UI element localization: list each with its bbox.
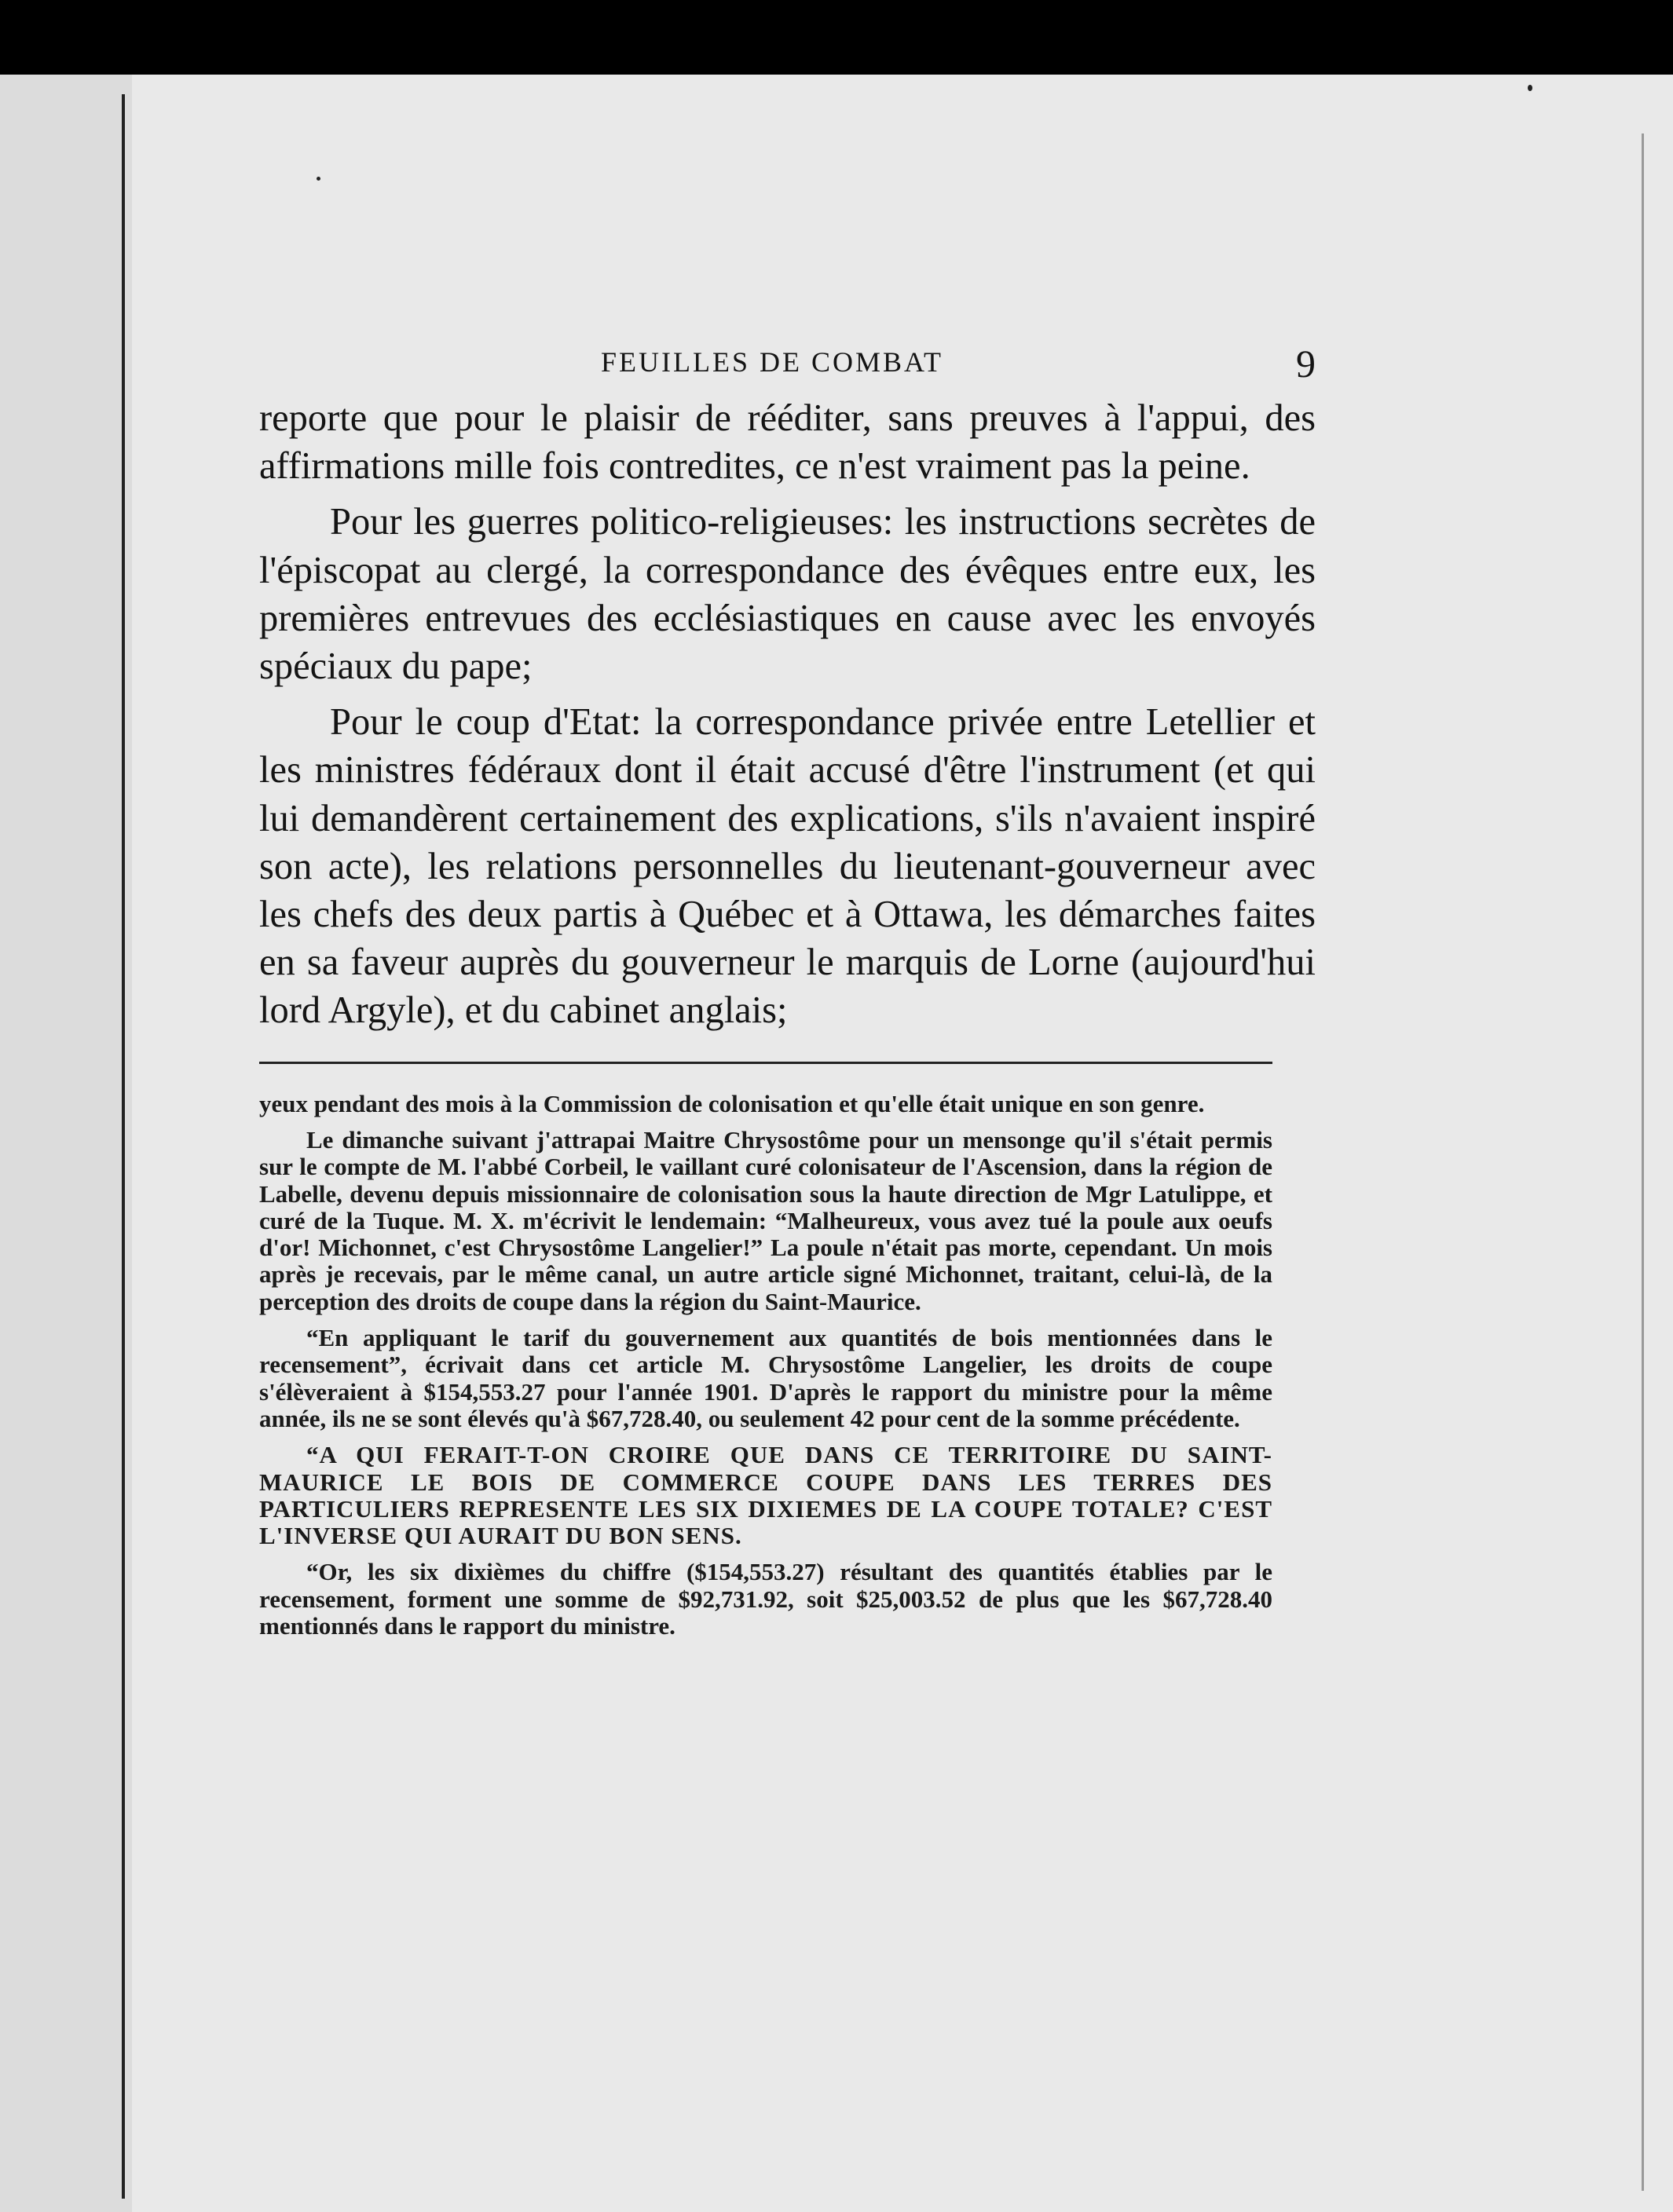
main-text [259, 394, 1316, 1035]
paragraph: Pour les guerres politico-religieuses: les instructions secrètes de l'épiscopat au clergé, la correspondance des évêques entre eux, les premières entrevues des ecclésiastiques en cause avec les envoyés spéciaux du pape; [259, 501, 1316, 688]
footnote-paragraph: “En appliquant le tarif du gouvernement aux quantités de bois mentionnées dans le recensement”, écrivait dans cet article M. Chrysostôme Langelier, les droits de coupe s'élèveraient à $154,553.27 pour l'année 1901. D'après le rapport du ministre pour la même année, ils ne se sont élevés qu'à $67,728.40, ou seulement 42 pour cent de la somme précédente. [259, 1324, 1272, 1432]
page-fold-line [1642, 133, 1644, 2191]
paragraph: Pour le coup d'Etat: la correspondance privée entre Letellier et les ministres fédéraux dont il était accusé d'être l'instrument (et qui lui demandèrent certainement des explications, s'ils n'avaient inspiré son acte), les relations personnelles du lieutenant-gouverneur avec les chefs des deux partis à Québec et à Ottawa, les démarches faites en sa faveur auprès du gouverneur le marquis de Lorne (aujourd'hui lord Argyle), et du cabinet anglais; [259, 701, 1316, 1032]
left-page-edge [0, 75, 134, 2212]
footnote-paragraph: yeux pendant des mois à la Commission de colonisation et qu'elle était unique en son genre. [259, 1089, 1205, 1117]
left-page-rule [122, 94, 125, 2199]
paragraph: reporte que pour le plaisir de rééditer, sans preuves à l'appui, des affirmations mille fois contredites, ce n'est vraiment pas la peine. [259, 397, 1316, 488]
footnotes [259, 1091, 1272, 1640]
page-number: 9 [1296, 342, 1316, 386]
speck-mark [1528, 85, 1532, 91]
speck-mark [317, 177, 320, 181]
footnote-paragraph: “Or, les six dixièmes du chiffre ($154,553.27) résultant des quantités établies par le recensement, forment une somme de $92,731.92, soit $25,003.52 de plus que les $67,728.40 mentionnés dans le rapport du ministre. [259, 1558, 1272, 1640]
footnote-divider [259, 1062, 1272, 1064]
footnote-paragraph: “A QUI FERAIT-T-ON CROIRE QUE DANS CE TERRITOIRE DU SAINT-MAURICE LE BOIS DE COMMERCE COUPE DANS LES TERRES DES PARTICULIERS REPRESENTE LES SIX DIXIEMES DE LA COUPE TOTALE? C'EST L'INVERSE QUI AURAIT DU BON SENS. [259, 1441, 1272, 1550]
running-head [259, 342, 1316, 394]
footnote-paragraph: Le dimanche suivant j'attrapai Maitre Chrysostôme pour un mensonge qu'il s'était permis sur le compte de M. l'abbé Corbeil, le vaillant curé colonisateur de l'Ascension, dans la région de Labelle, devenu depuis missionnaire de colonisation sous la haute direction de Mgr Latulippe, et curé de la Tuque. M. X. m'écrivit le lendemain: “Malheureux, vous avez tué la poule aux oeufs d'or! Michonnet, c'est Chrysostôme Langelier!” La poule n'était pas morte, cependant. Un mois après je recevais, par le même canal, un autre article signé Michonnet, traitant, celui-là, de la perception des droits de coupe dans la région du Saint-Maurice. [259, 1125, 1272, 1315]
running-title: FEUILLES DE COMBAT [601, 346, 944, 378]
page-content [259, 342, 1316, 1649]
